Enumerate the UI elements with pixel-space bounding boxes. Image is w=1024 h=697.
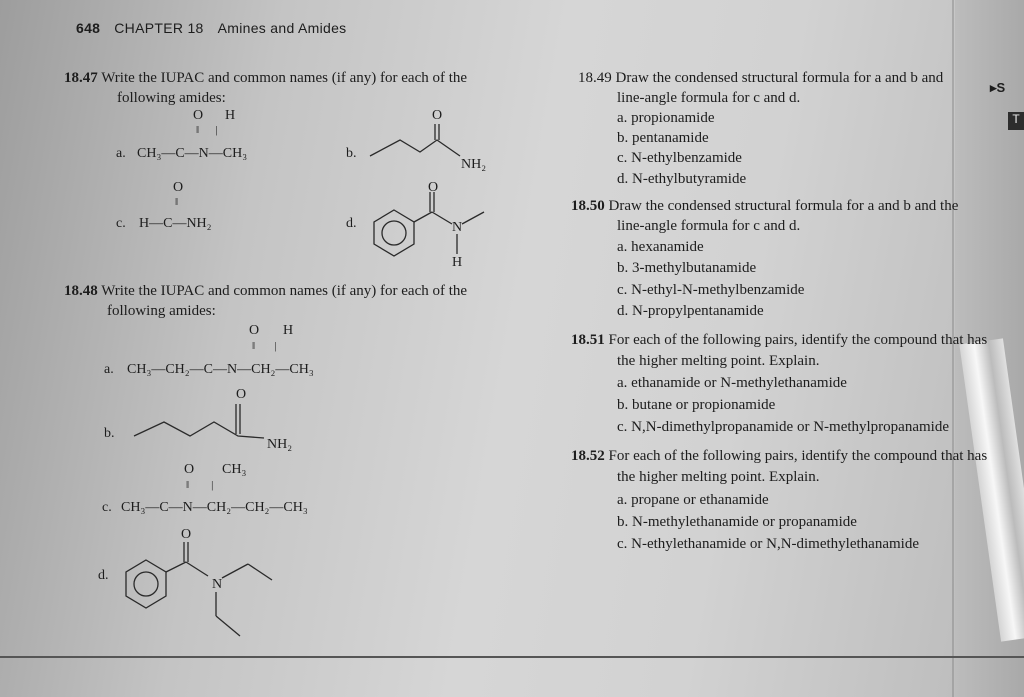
atom-O: O: [181, 527, 192, 542]
problem-text: Write the IUPAC and common names (if any) for each of the: [101, 70, 468, 86]
structure-formula: CH₃—CH₂—C—N—CH₂—CH₃: [127, 362, 314, 377]
list-item: b. butane or propionamide: [617, 397, 776, 413]
page-header: [76, 20, 346, 36]
atom-O: O: [184, 462, 195, 477]
problem-number: 18.48: [64, 283, 98, 299]
problem-18-50-line2: line-angle formula for c and d.: [617, 218, 801, 234]
margin-arrow-label: ▸S: [990, 80, 1006, 95]
atom-NH2: NH₂: [461, 157, 487, 172]
item-label: a.: [104, 362, 114, 377]
page-bottom-rule: [0, 656, 1024, 658]
problem-number: 18.50: [571, 198, 605, 214]
item-label: c.: [102, 500, 112, 515]
atom-O: O: [236, 387, 247, 402]
item-label: b.: [104, 426, 115, 441]
list-item: c. N-ethylbenzamide: [617, 150, 742, 166]
problem-18-51-line1: [571, 330, 987, 350]
problem-text: For each of the following pairs, identify the compound that has: [608, 332, 988, 348]
atom-N: N: [212, 577, 223, 592]
structure-d-lines: [116, 540, 286, 650]
list-item: a. propane or ethanamide: [617, 492, 769, 508]
chapter-title: Amines and Amides: [217, 20, 347, 36]
problem-18-51-line2: the higher melting point. Explain.: [617, 353, 820, 369]
atom-N: N: [452, 220, 463, 235]
problem-text: Write the IUPAC and common names (if any) for each of the: [101, 283, 468, 299]
atom-NH2: NH₂: [267, 437, 293, 452]
item-label: c.: [116, 216, 126, 231]
problem-number: 18.52: [571, 448, 605, 464]
double-bond: ‖: [175, 196, 179, 208]
structure-formula: CH₃—C—N—CH₂—CH₂—CH₃: [121, 500, 308, 515]
list-item: a. ethanamide or N-methylethanamide: [617, 375, 847, 391]
atom-O: O: [432, 108, 443, 123]
structure-formula: CH₃—C—N—CH₃: [137, 146, 248, 161]
list-item: a. propionamide: [617, 110, 715, 126]
problem-18-49-line1: [578, 68, 943, 88]
page-number: 648: [76, 20, 101, 36]
double-bond: ‖ |: [196, 124, 218, 136]
atom-O: O: [173, 180, 184, 195]
atom-H: H: [225, 108, 236, 123]
atom-H: H: [452, 255, 463, 270]
list-item: d. N-propylpentanamide: [617, 303, 764, 319]
problem-text: Draw the condensed structural formula for a and b and: [615, 70, 944, 86]
list-item: c. N-ethyl-N-methylbenzamide: [617, 282, 805, 298]
structure-d-lines: [364, 192, 504, 272]
list-item: a. hexanamide: [617, 239, 704, 255]
atom-O: O: [193, 108, 204, 123]
list-item: c. N-ethylethanamide or N,N-dimethylethanamide: [617, 536, 919, 552]
problem-18-48-line2: following amides:: [107, 303, 216, 319]
atom-O: O: [249, 323, 260, 338]
chapter-label: CHAPTER 18: [114, 20, 204, 36]
list-item: b. 3-methylbutanamide: [617, 260, 757, 276]
atom-O: O: [428, 180, 439, 195]
structure-formula: H—C—NH₂: [139, 216, 212, 231]
problem-18-47-line1: [64, 68, 467, 88]
problem-18-50-line1: [571, 196, 958, 216]
structure-b-lines: [360, 118, 480, 178]
atom-H: H: [283, 323, 294, 338]
item-label: d.: [98, 568, 109, 583]
list-item: c. N,N-dimethylpropanamide or N-methylpropanamide: [617, 419, 949, 435]
item-label: d.: [346, 216, 357, 231]
problem-number: 18.51: [571, 332, 605, 348]
problem-18-49-line2: line-angle formula for c and d.: [617, 90, 801, 106]
item-label: b.: [346, 146, 357, 161]
problem-18-52-line1: [571, 446, 987, 466]
problem-18-48-line1: [64, 281, 467, 301]
problem-number: 18.47: [64, 70, 98, 86]
problem-number: 18.49: [578, 70, 612, 86]
problem-18-47-line2: following amides:: [117, 90, 226, 106]
double-bond: ‖ |: [186, 479, 214, 491]
list-item: b. pentanamide: [617, 130, 709, 146]
problem-text: For each of the following pairs, identify the compound that has: [608, 448, 988, 464]
double-bond: ‖ |: [252, 340, 277, 352]
item-label: a.: [116, 146, 126, 161]
list-item: d. N-ethylbutyramide: [617, 171, 747, 187]
atom-CH3: CH₃: [222, 462, 247, 477]
list-item: b. N-methylethanamide or propanamide: [617, 514, 857, 530]
structure-b-lines: [120, 398, 280, 458]
margin-tab: T: [1008, 112, 1024, 130]
problem-18-52-line2: the higher melting point. Explain.: [617, 469, 820, 485]
problem-text: Draw the condensed structural formula for a and b and the: [608, 198, 959, 214]
